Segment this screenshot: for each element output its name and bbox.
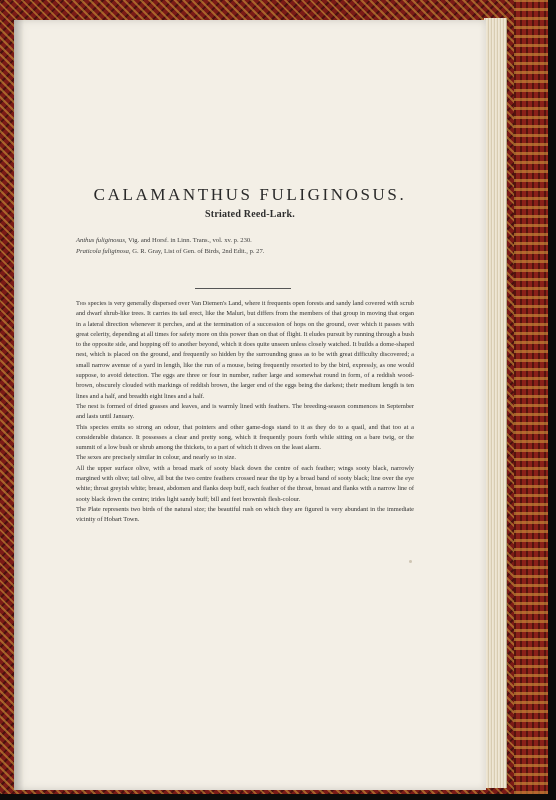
synonym-line [76, 235, 436, 246]
page-gutter-shadow [14, 20, 24, 790]
page-speck [409, 560, 412, 563]
paragraph-text: species is very generally dispersed over Van Diemen's Land, where it frequents open forests and sandy land covered with scrub and dwarf shrub-like trees. It carries its tail erect, like the Maluri, but differs from the members of that group in moving that organ in a lateral direction whenever it perches, and at the termination of a succession of hops on the ground, over which it passes with great celerity, depending at all times for safety more on this power than on that of flight. It eludes pursuit by running through a bush to the opposite side, and hopping off to another beyond, which it does quite unseen unless closely watched. It builds a dome-shaped nest, which is placed on the ground, and frequently so hidden by the surrounding grass as to be with great difficulty discovered; a small narrow avenue of a yard in length, like the run of a mouse, being frequently resorted to by the bird, expressly, as one would suppose, to avoid detection. The eggs are three or four in number, rather large and somewhat round in form, of a reddish wood-brown, obscurely clouded with markings of reddish brown, the larger end of the eggs being the darkest; their medium length is ten lines and a half, and breadth eight lines and a half. [76, 300, 414, 400]
synonym-line [76, 246, 436, 257]
synonym-name: Anthus fuliginosus, [76, 237, 127, 244]
page-edges [484, 18, 507, 788]
body-paragraph: The nest is formed of dried grasses and leaves, and is warmly lined with feathers. The breeding-season commences in September and lasts until January. [76, 402, 414, 421]
body-paragraph: The Plate represents two birds of the natural size; the beautiful rush on which they are figured is very abundant in the immediate vicinity of Hobart Town. [76, 505, 414, 524]
synonym-citation: Vig. and Horsf. in Linn. Trans., vol. xv. p. 230. [128, 237, 252, 244]
synonym-citation: G. R. Gray, List of Gen. of Birds, 2nd Edit., p. 27. [132, 248, 265, 255]
body-paragraph: The sexes are precisely similar in colour, and nearly so in size. [76, 454, 236, 462]
species-description [76, 299, 414, 526]
lead-word: This [76, 300, 87, 307]
book-page [14, 20, 486, 790]
cover-edge-ornament [514, 0, 548, 794]
synonym-references [76, 235, 436, 257]
body-paragraph [76, 299, 414, 402]
body-paragraph: All the upper surface olive, with a broad mark of sooty black down the centre of each feather; wings sooty black, narrowly margined with olive; tail olive, all but the two centre feathers crossed near the tip by a broad band of sooty black; line over the eye white; throat greyish white; breast, abdomen and flanks deep buff, each feather of the throat, breast and flanks with a narrow line of sooty black down the centre; irides light sandy buff; bill and feet brownish flesh-colour. [76, 464, 414, 503]
species-title: CALAMANTHUS FULIGINOSUS. [93, 185, 407, 204]
section-divider-rule [195, 288, 291, 289]
synonym-name: Praticola fuliginosa, [76, 248, 131, 255]
body-paragraph: This species emits so strong an odour, that pointers and other game-dogs stand to it as they do to a quail, and that too at a considerable distance. It possesses a clear and pretty song, which it frequently pours forth while sitting on a bare twig, or the summit of a low bush or shrub among the thickets, to a part of which it dives on the least alarm. [76, 423, 414, 452]
common-name-subtitle: Striated Reed-Lark. [205, 209, 295, 220]
